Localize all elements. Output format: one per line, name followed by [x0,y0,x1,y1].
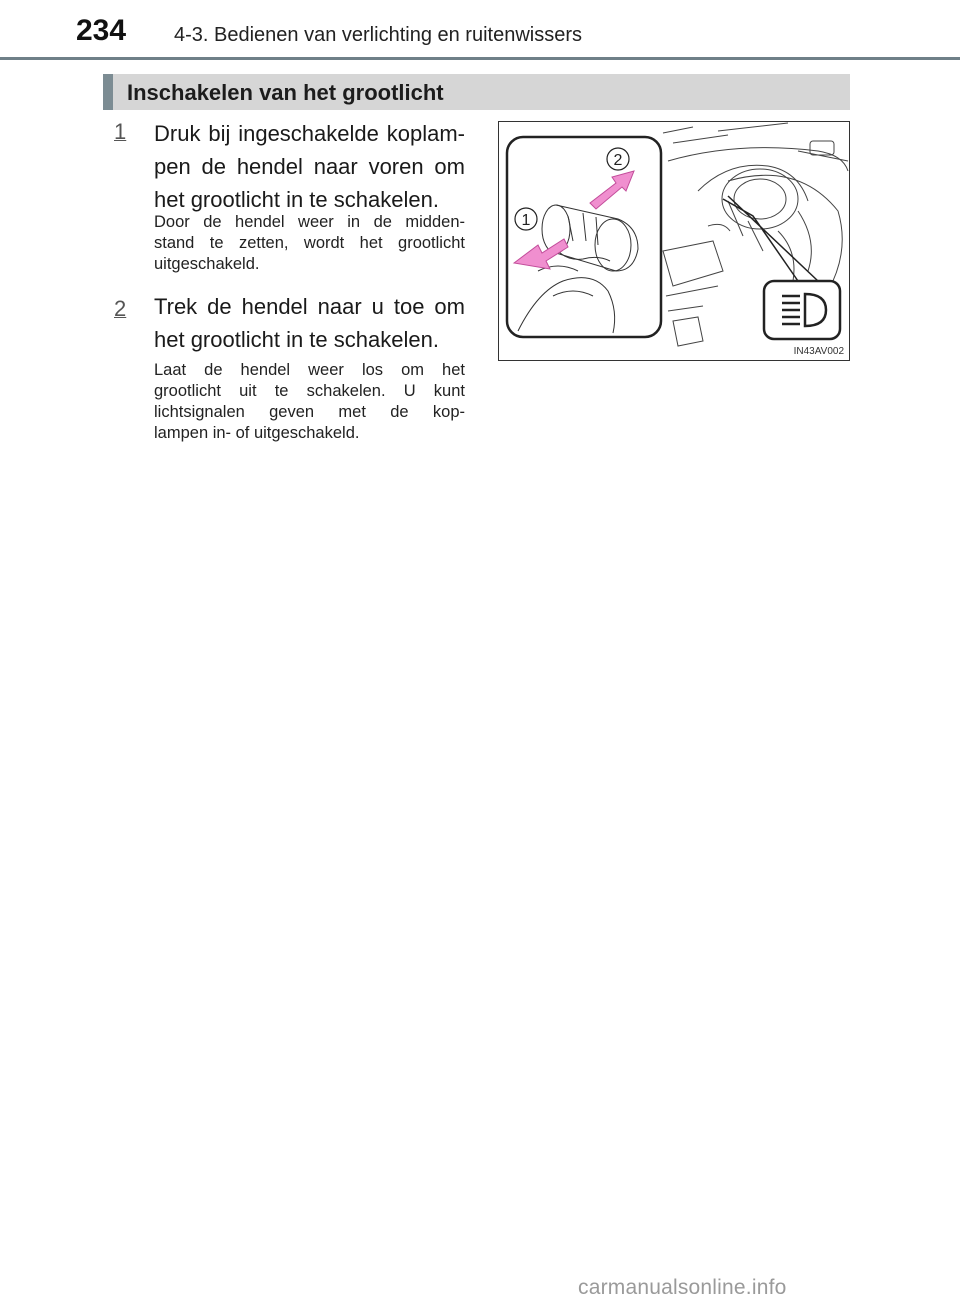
step-number-2: 2 [114,296,127,321]
section-accent [103,74,113,110]
high-beam-indicator-box [764,281,840,339]
section-title: Inschakelen van het grootlicht [127,80,444,105]
footer-watermark: carmanualsonline.info [578,1276,787,1299]
step-1-note-line: Door de hendel weer in de midden- [154,213,465,231]
header-divider [0,57,960,60]
figure-code: IN43AV002 [793,346,844,357]
lever-inset-panel [507,137,661,337]
step-2-note-line: Laat de hendel weer los om het [154,361,465,379]
step-1-note-line: uitgeschakeld. [154,255,260,273]
step-number-1: 1 [114,119,127,144]
section-heading-bar [103,74,850,110]
step-1-line: pen de hendel naar voren om [154,154,465,179]
step-1-note-line: stand te zetten, wordt het grootlicht [154,234,465,252]
page-number: 234 [76,14,127,47]
step-1-text [154,117,465,216]
chapter-title: 4-3. Bedienen van verlichting en ruitenwissers [174,24,582,46]
step-1-line: het grootlicht in te schakelen. [154,187,439,212]
step-2-note-line: lichtsignalen geven met de kop- [154,403,465,421]
step-2-text [154,290,465,356]
callout-label-1: 1 [521,212,531,229]
step-2-note-line: lampen in- of uitgeschakeld. [154,424,360,442]
step-1-line: Druk bij ingeschakelde koplam- [154,121,465,146]
step-2-note-line: grootlicht uit te schakelen. U kunt [154,382,465,400]
callout-label-2: 2 [613,152,623,169]
step-2-line: Trek de hendel naar u toe om [154,294,465,319]
step-2-note [154,360,465,444]
headlight-lever-figure [498,121,850,361]
step-2-line: het grootlicht in te schakelen. [154,327,439,352]
step-1-note [154,212,465,275]
